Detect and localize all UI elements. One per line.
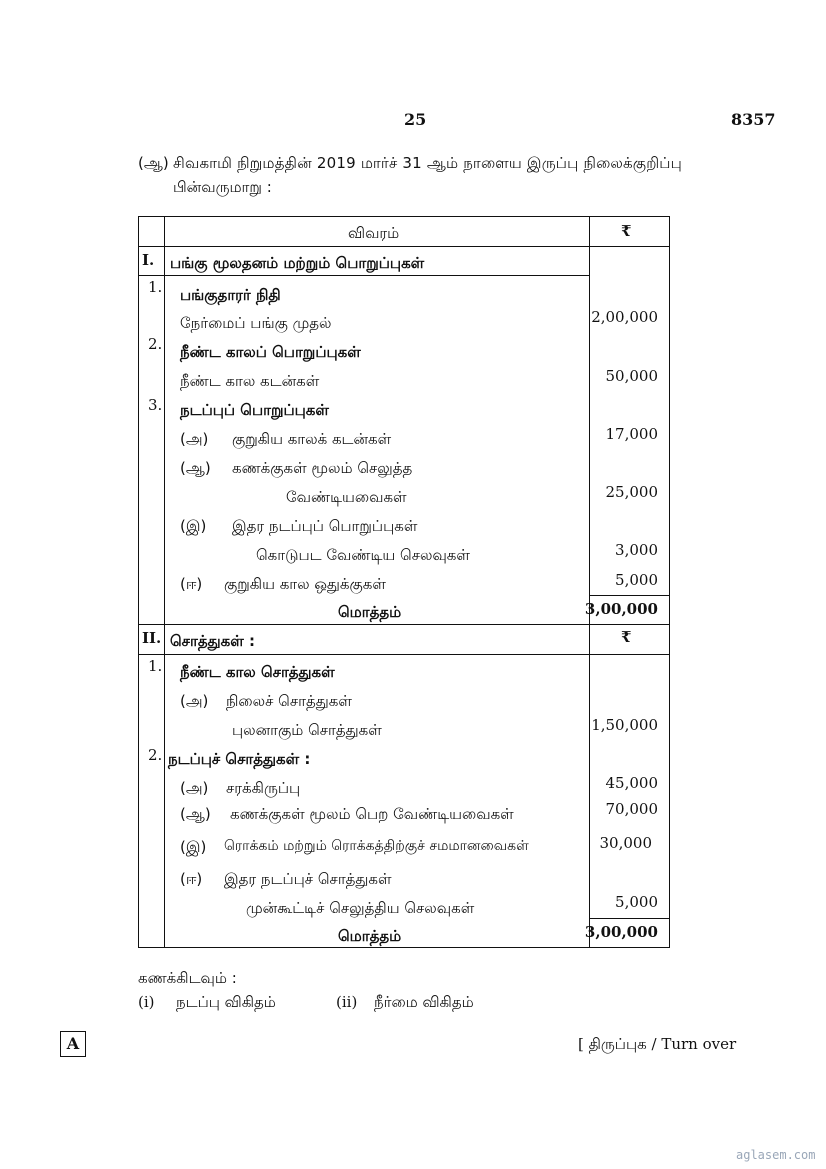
calc-i-text: நடப்பு விகிதம் <box>176 993 276 1011</box>
sec1-aa-value: 25,000 <box>605 483 658 501</box>
sec2-e-value: 5,000 <box>615 893 658 911</box>
calc-i-label: (i) <box>138 993 155 1011</box>
sec1-value-1: 2,00,000 <box>591 308 658 326</box>
sec2-title-divider <box>138 654 670 655</box>
sec1-heading-3: நடப்புப் பொறுப்புகள் <box>180 401 329 419</box>
sec2-e-text: இதர நடப்புச் சொத்துகள் <box>224 870 392 888</box>
sec1-a-label: (அ) <box>180 430 209 448</box>
header-particulars: விவரம் <box>348 224 400 242</box>
paper-code: 8357 <box>731 110 776 129</box>
sec1-title-divider <box>138 275 589 276</box>
sec2-b-text: சரக்கிருப்பு <box>226 779 301 797</box>
question-line-2: பின்வருமாறு : <box>173 178 272 196</box>
version-box: A <box>60 1031 86 1057</box>
turn-over: [ திருப்புக / Turn over <box>578 1035 737 1053</box>
sec1-ee-text: குறுகிய கால ஒதுக்குகள் <box>224 575 386 593</box>
sec1-num-2: 2. <box>148 335 163 353</box>
question-line-1: சிவகாமி நிறுமத்தின் 2019 மார்ச் 31 ஆம் நாளைய இருப்பு நிலைக்குறிப்பு <box>173 154 683 172</box>
sec2-num-1: 1. <box>148 657 163 675</box>
sec1-heading-1: பங்குதாரர் நிதி <box>180 286 281 304</box>
sec2-a-text: நிலைச் சொத்துகள் <box>226 692 352 710</box>
sec1-ee-label: (ஈ) <box>180 575 203 593</box>
table-border-left <box>138 216 139 948</box>
table-border-top <box>138 216 670 217</box>
sec2-total-label: மொத்தம் <box>338 927 402 945</box>
sec2-e-label: (ஈ) <box>180 870 203 888</box>
sec2-total-value: 3,00,000 <box>584 923 658 941</box>
table-border-right <box>669 216 670 948</box>
sec1-i-label: (இ) <box>180 517 207 535</box>
sec1-total-top-rule <box>589 595 670 596</box>
header-rupee: ₹ <box>621 222 632 240</box>
sec2-d-label: (இ) <box>180 838 207 856</box>
calc-ii-text: நீர்மை விகிதம் <box>374 993 474 1011</box>
page-number: 25 <box>404 110 427 129</box>
sec1-item-2: நீண்ட கால கடன்கள் <box>180 372 320 390</box>
calc-heading: கணக்கிடவும் : <box>138 969 237 987</box>
sec2-rupee: ₹ <box>621 628 632 646</box>
sec2-heading-1: நீண்ட கால சொத்துகள் <box>180 663 335 681</box>
question-label: (ஆ) <box>138 154 169 172</box>
sec2-title: சொத்துகள் : <box>170 632 255 650</box>
sec2-num-2: 2. <box>148 746 163 764</box>
sec1-roman: I. <box>142 251 155 269</box>
sec2-a-text-2: புலனாகும் சொத்துகள் <box>232 721 382 739</box>
sec1-aa-text-2: வேண்டியவைகள் <box>286 488 407 506</box>
sec1-i-value: 3,000 <box>615 541 658 559</box>
sec1-aa-text: கணக்குகள் மூலம் செலுத்த <box>232 459 413 477</box>
sec2-b-label: (அ) <box>180 779 209 797</box>
sec2-roman: II. <box>142 629 162 647</box>
sec1-title: பங்கு மூலதனம் மற்றும் பொறுப்புகள் <box>170 254 425 272</box>
calc-ii-label: (ii) <box>336 993 358 1011</box>
sec1-heading-2: நீண்ட காலப் பொறுப்புகள் <box>180 343 361 361</box>
sec2-e-text-2: முன்கூட்டிச் செலுத்திய செலவுகள் <box>246 899 475 917</box>
sec2-d-value: 30,000 <box>599 834 652 852</box>
sec1-total-value: 3,00,000 <box>584 600 658 618</box>
sec1-aa-label: (ஆ) <box>180 459 211 477</box>
watermark: aglasem.com <box>736 1148 816 1162</box>
table-header-divider <box>138 246 670 247</box>
sec2-a-label: (அ) <box>180 692 209 710</box>
sec2-a-value: 1,50,000 <box>591 716 658 734</box>
sec1-ee-value: 5,000 <box>615 571 658 589</box>
sec1-i-text-2: கொடுபட வேண்டிய செலவுகள் <box>256 546 470 564</box>
sec1-num-3: 3. <box>148 396 163 414</box>
sec1-a-value: 17,000 <box>605 425 658 443</box>
sec1-a-text: குறுகிய காலக் கடன்கள் <box>232 430 392 448</box>
sec1-total-label: மொத்தம் <box>338 603 402 621</box>
sec2-c-text: கணக்குகள் மூலம் பெற வேண்டியவைகள் <box>230 805 514 823</box>
sec1-value-2: 50,000 <box>605 367 658 385</box>
sec1-sec2-divider <box>138 624 670 625</box>
sec2-heading-2: நடப்புச் சொத்துகள் : <box>168 750 311 768</box>
table-border-bottom <box>138 947 670 948</box>
sec1-item-1: நேர்மைப் பங்கு முதல் <box>180 314 332 332</box>
sec2-c-value: 70,000 <box>605 800 658 818</box>
table-col-divider-1 <box>164 216 165 948</box>
sec2-c-label: (ஆ) <box>180 805 211 823</box>
sec2-total-top-rule <box>589 918 670 919</box>
sec2-b-value: 45,000 <box>605 774 658 792</box>
sec1-num-1: 1. <box>148 278 163 296</box>
sec1-i-text: இதர நடப்புப் பொறுப்புகள் <box>232 517 418 535</box>
sec2-d-text: ரொக்கம் மற்றும் ரொக்கத்திற்குச் சமமானவைகள் <box>224 838 529 854</box>
